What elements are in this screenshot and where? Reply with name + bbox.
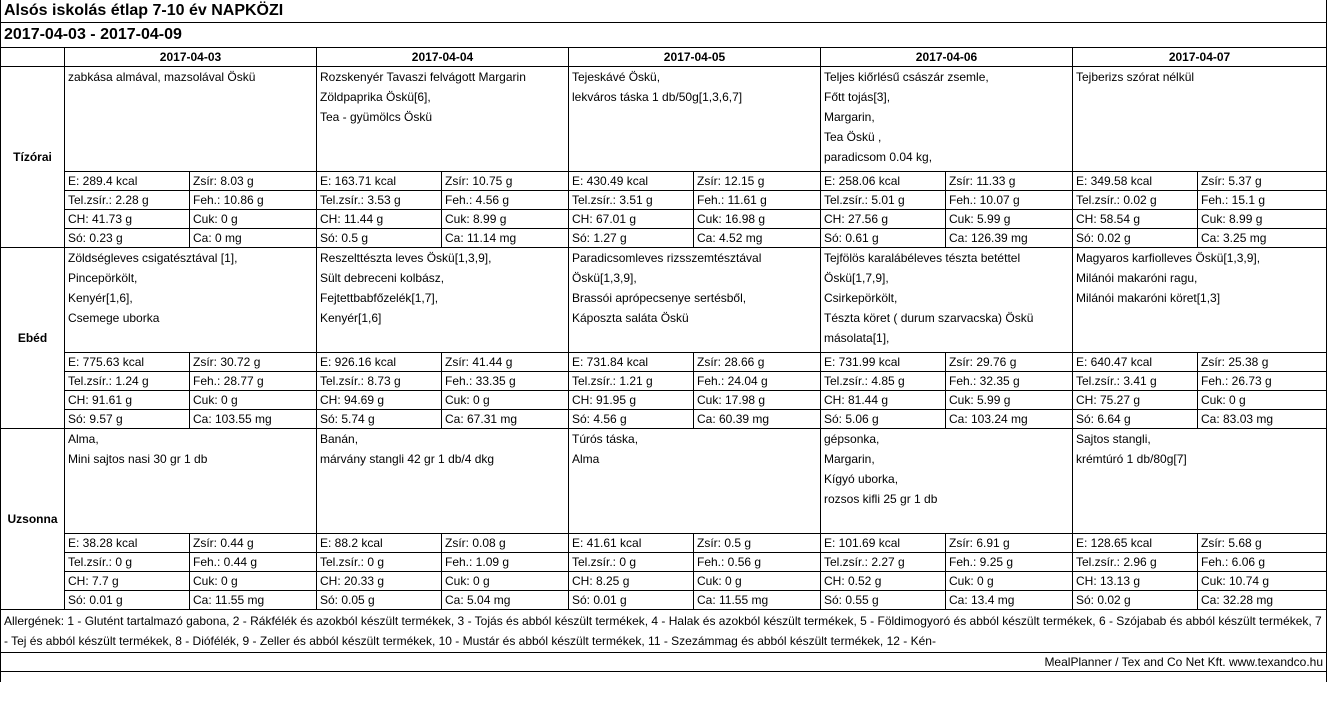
nutrition-row [1,572,1327,591]
nutrition-value: Tel.zsír.: 3.53 g [317,191,442,210]
dish-line: Sült debreceni kolbász, [320,271,445,285]
nutrition-value: Feh.: 6.06 g [1198,553,1327,572]
nutrition-value: Feh.: 10.07 g [946,191,1073,210]
nutrition-value: Zsír: 10.75 g [442,172,569,191]
nutrition-value: Ca: 11.55 mg [190,591,317,610]
dish-line: Paradicsomleves rizsszemtésztával [572,251,762,265]
nutrition-value: Só: 0.02 g [1073,229,1198,248]
nutrition-value: E: 731.99 kcal [821,353,946,372]
nutrition-value: CH: 11.44 g [317,210,442,229]
dish-line: Káposzta saláta Öskü [572,311,689,325]
nutrition-value: Só: 0.5 g [317,229,442,248]
nutrition-value: Tel.zsír.: 0.02 g [1073,191,1198,210]
nutrition-value: Zsír: 11.33 g [946,172,1073,191]
dish-cell [317,67,569,172]
nutrition-value: Tel.zsír.: 4.85 g [821,372,946,391]
nutrition-value: Tel.zsír.: 0 g [317,553,442,572]
meal-label: Tízórai [1,67,65,248]
nutrition-value: Cuk: 0 g [190,210,317,229]
nutrition-value: CH: 8.25 g [569,572,694,591]
dish-line: Alma, [68,432,99,446]
nutrition-value: Zsír: 5.37 g [1198,172,1327,191]
nutrition-value: Cuk: 0 g [694,572,821,591]
nutrition-value: Tel.zsír.: 0 g [569,553,694,572]
nutrition-value: Ca: 103.24 mg [946,410,1073,429]
nutrition-value: Só: 0.02 g [1073,591,1198,610]
dish-line: Brassói aprópecsenye sertésből, [572,291,747,305]
nutrition-value: E: 430.49 kcal [569,172,694,191]
dish-line: Tejfölös karalábéleves tészta betéttel [824,251,1021,265]
nutrition-value: Tel.zsír.: 2.27 g [821,553,946,572]
nutrition-value: Feh.: 28.77 g [190,372,317,391]
dish-line: paradicsom 0.04 kg, [824,150,933,164]
date-range: 2017-04-03 - 2017-04-09 [1,23,1327,48]
nutrition-value: Ca: 67.31 mg [442,410,569,429]
nutrition-value: Tel.zsír.: 8.73 g [317,372,442,391]
nutrition-value: CH: 20.33 g [317,572,442,591]
nutrition-value: Cuk: 8.99 g [1198,210,1327,229]
dish-line: rozsos kifli 25 gr 1 db [824,492,938,506]
nutrition-value: E: 41.61 kcal [569,534,694,553]
dish-line: Tea Öskü , [824,130,882,144]
nutrition-row [1,591,1327,610]
dish-line: lekváros táska 1 db/50g[1,3,6,7] [572,90,743,104]
nutrition-value: Ca: 0 mg [190,229,317,248]
nutrition-value: Feh.: 10.86 g [190,191,317,210]
nutrition-value: Feh.: 15.1 g [1198,191,1327,210]
nutrition-value: Zsír: 0.5 g [694,534,821,553]
dish-line: Reszelttészta leves Öskü[1,3,9], [320,251,492,265]
nutrition-value: CH: 41.73 g [65,210,190,229]
nutrition-value: E: 289.4 kcal [65,172,190,191]
nutrition-value: Só: 0.61 g [821,229,946,248]
nutrition-value: CH: 94.69 g [317,391,442,410]
nutrition-value: Ca: 103.55 mg [190,410,317,429]
nutrition-value: CH: 7.7 g [65,572,190,591]
dish-line: Tészta köret ( durum szarvacska) Öskü [824,311,1034,325]
nutrition-value: Cuk: 0 g [190,391,317,410]
nutrition-value: Feh.: 9.25 g [946,553,1073,572]
allergen-legend: Allergének: 1 - Glutént tartalmazó gabona, 2 - Rákfélék és azokból készült termékek, 3 - Tojás és abból készült termékek, 4 - Halak és azokból készült termékek, 5 - Földimogyoró és abból készült termékek, 6 - Szójabab és abból készült termékek, 7 - Tej és abból készült termékek, 8 - Diófélék, 9 - Zeller és abból készült termékek, 10 - Mustár és abból készült termékek, 11 - Szezámmag és abból készült termékek, 12 - Kén- [1,610,1327,653]
nutrition-value: Cuk: 0 g [946,572,1073,591]
nutrition-value: CH: 58.54 g [1073,210,1198,229]
nutrition-value: CH: 75.27 g [1073,391,1198,410]
dish-row [1,248,1327,353]
nutrition-value: E: 88.2 kcal [317,534,442,553]
nutrition-value: Zsír: 0.08 g [442,534,569,553]
nutrition-row [1,210,1327,229]
nutrition-value: E: 640.47 kcal [1073,353,1198,372]
dish-cell [1073,248,1327,353]
nutrition-value: Só: 0.01 g [65,591,190,610]
dish-cell [569,248,821,353]
day-header: 2017-04-03 [65,48,317,67]
nutrition-value: Zsír: 6.91 g [946,534,1073,553]
nutrition-value: E: 926.16 kcal [317,353,442,372]
nutrition-value: Feh.: 0.56 g [694,553,821,572]
corner-cell [1,48,65,67]
nutrition-value: E: 349.58 kcal [1073,172,1198,191]
nutrition-value: Ca: 13.4 mg [946,591,1073,610]
nutrition-value: E: 731.84 kcal [569,353,694,372]
nutrition-value: E: 128.65 kcal [1073,534,1198,553]
nutrition-row [1,191,1327,210]
nutrition-value: Zsír: 41.44 g [442,353,569,372]
nutrition-value: Feh.: 0.44 g [190,553,317,572]
meal-label: Uzsonna [1,429,65,610]
nutrition-value: Só: 4.56 g [569,410,694,429]
nutrition-value: Ca: 4.52 mg [694,229,821,248]
nutrition-value: Feh.: 32.35 g [946,372,1073,391]
dish-line: gépsonka, [824,432,880,446]
nutrition-value: Cuk: 0 g [442,391,569,410]
nutrition-value: Tel.zsír.: 1.21 g [569,372,694,391]
nutrition-value: Cuk: 0 g [190,572,317,591]
dish-row [1,429,1327,534]
nutrition-value: Só: 5.06 g [821,410,946,429]
dish-line: Pincepörkölt, [68,271,138,285]
dish-line: Csemege uborka [68,311,160,325]
dish-line: Csirkepörkölt, [824,291,898,305]
dish-cell [65,429,317,534]
dish-cell [1073,67,1327,172]
dish-line: másolata[1], [824,331,890,345]
nutrition-value: Ca: 126.39 mg [946,229,1073,248]
nutrition-value: Só: 1.27 g [569,229,694,248]
nutrition-value: E: 38.28 kcal [65,534,190,553]
nutrition-value: Tel.zsír.: 3.51 g [569,191,694,210]
nutrition-value: Cuk: 16.98 g [694,210,821,229]
dish-line: Főtt tojás[3], [824,90,891,104]
nutrition-value: Só: 0.05 g [317,591,442,610]
nutrition-value: Cuk: 8.99 g [442,210,569,229]
day-header: 2017-04-07 [1073,48,1327,67]
dish-cell [1073,429,1327,534]
nutrition-value: CH: 81.44 g [821,391,946,410]
dish-line: Zöldségleves csigatésztával [1], [68,251,238,265]
dish-cell [569,429,821,534]
nutrition-value: Feh.: 24.04 g [694,372,821,391]
nutrition-value: Zsír: 0.44 g [190,534,317,553]
nutrition-value: Zsír: 25.38 g [1198,353,1327,372]
nutrition-value: Ca: 83.03 mg [1198,410,1327,429]
nutrition-value: Tel.zsír.: 2.28 g [65,191,190,210]
dish-line: zabkása almával, mazsolával Öskü [68,70,256,84]
day-header: 2017-04-06 [821,48,1073,67]
nutrition-value: Feh.: 4.56 g [442,191,569,210]
page-title: Alsós iskolás étlap 7-10 év NAPKÖZI [1,0,1327,23]
dish-cell [65,67,317,172]
meal-label: Ebéd [1,248,65,429]
dish-line: Kenyér[1,6], [68,291,133,305]
nutrition-value: Zsír: 30.72 g [190,353,317,372]
nutrition-value: Tel.zsír.: 3.41 g [1073,372,1198,391]
nutrition-value: Ca: 60.39 mg [694,410,821,429]
nutrition-value: Zsír: 8.03 g [190,172,317,191]
dish-line: Milánói makaróni ragu, [1076,271,1198,285]
day-header: 2017-04-04 [317,48,569,67]
dish-cell [821,429,1073,534]
bottom-border [1,672,1327,683]
nutrition-value: Tel.zsír.: 1.24 g [65,372,190,391]
nutrition-value: Só: 0.23 g [65,229,190,248]
dish-row [1,67,1327,172]
nutrition-value: Só: 6.64 g [1073,410,1198,429]
nutrition-value: Feh.: 11.61 g [694,191,821,210]
nutrition-value: E: 101.69 kcal [821,534,946,553]
nutrition-value: Feh.: 33.35 g [442,372,569,391]
nutrition-row [1,410,1327,429]
dish-line: Banán, [320,432,359,446]
nutrition-value: Cuk: 5.99 g [946,210,1073,229]
day-header-row [1,48,1327,67]
dish-line: Tejeskávé Öskü, [572,70,661,84]
nutrition-value: Cuk: 5.99 g [946,391,1073,410]
nutrition-value: CH: 91.61 g [65,391,190,410]
dish-line: Magyaros karfiolleves Öskü[1,3,9], [1076,251,1261,265]
dish-line: Öskü[1,3,9], [572,271,637,285]
nutrition-value: CH: 91.95 g [569,391,694,410]
nutrition-value: E: 258.06 kcal [821,172,946,191]
dish-cell [65,248,317,353]
nutrition-value: Feh.: 26.73 g [1198,372,1327,391]
nutrition-value: Tel.zsír.: 2.96 g [1073,553,1198,572]
nutrition-value: Cuk: 17.98 g [694,391,821,410]
nutrition-value: Só: 9.57 g [65,410,190,429]
nutrition-value: CH: 0.52 g [821,572,946,591]
nutrition-row [1,534,1327,553]
dish-cell [821,67,1073,172]
nutrition-value: Cuk: 0 g [442,572,569,591]
nutrition-value: Só: 5.74 g [317,410,442,429]
dish-line: Teljes kiőrlésű császár zsemle, [824,70,989,84]
dish-line: Milánói makaróni köret[1,3] [1076,291,1221,305]
nutrition-value: Ca: 11.14 mg [442,229,569,248]
nutrition-value: Só: 0.55 g [821,591,946,610]
nutrition-value: Tel.zsír.: 5.01 g [821,191,946,210]
nutrition-row [1,172,1327,191]
nutrition-value: Cuk: 10.74 g [1198,572,1327,591]
dish-line: Margarin, [824,452,875,466]
nutrition-value: E: 775.63 kcal [65,353,190,372]
dish-line: Alma [572,452,600,466]
nutrition-value: Zsír: 29.76 g [946,353,1073,372]
nutrition-value: Ca: 11.55 mg [694,591,821,610]
nutrition-row [1,353,1327,372]
dish-line: Margarin, [824,110,875,124]
nutrition-value: Cuk: 0 g [1198,391,1327,410]
nutrition-value: Ca: 32.28 mg [1198,591,1327,610]
dish-line: Kígyó uborka, [824,472,899,486]
dish-line: Zöldpaprika Öskü[6], [320,90,431,104]
dish-line: márvány stangli 42 gr 1 db/4 dkg [320,452,495,466]
dish-cell [821,248,1073,353]
nutrition-value: CH: 13.13 g [1073,572,1198,591]
dish-line: Mini sajtos nasi 30 gr 1 db [68,452,208,466]
nutrition-value: CH: 67.01 g [569,210,694,229]
dish-line: Tea - gyümölcs Öskü [320,110,433,124]
nutrition-value: Só: 0.01 g [569,591,694,610]
dish-line: Fejtettbabfőzelék[1,7], [320,291,439,305]
nutrition-row [1,229,1327,248]
dish-line: Sajtos stangli, [1076,432,1151,446]
day-header: 2017-04-05 [569,48,821,67]
nutrition-row [1,391,1327,410]
dish-cell [317,248,569,353]
nutrition-value: Zsír: 28.66 g [694,353,821,372]
nutrition-value: Zsír: 5.68 g [1198,534,1327,553]
nutrition-value: Tel.zsír.: 0 g [65,553,190,572]
dish-line: Kenyér[1,6] [320,311,382,325]
dish-line: Öskü[1,7,9], [824,271,889,285]
nutrition-row [1,553,1327,572]
nutrition-row [1,372,1327,391]
dish-cell [569,67,821,172]
nutrition-value: CH: 27.56 g [821,210,946,229]
dish-line: Rozskenyér Tavaszi felvágott Margarin [320,70,526,84]
nutrition-value: Ca: 3.25 mg [1198,229,1327,248]
dish-line: Tejberizs szórat nélkül [1076,70,1195,84]
nutrition-value: Zsír: 12.15 g [694,172,821,191]
nutrition-value: Ca: 5.04 mg [442,591,569,610]
dish-cell [317,429,569,534]
dish-line: krémtúró 1 db/80g[7] [1076,452,1187,466]
nutrition-value: Feh.: 1.09 g [442,553,569,572]
footer-credit: MealPlanner / Tex and Co Net Kft. www.texandco.hu [1,653,1327,672]
nutrition-value: E: 163.71 kcal [317,172,442,191]
dish-line: Túrós táska, [572,432,639,446]
